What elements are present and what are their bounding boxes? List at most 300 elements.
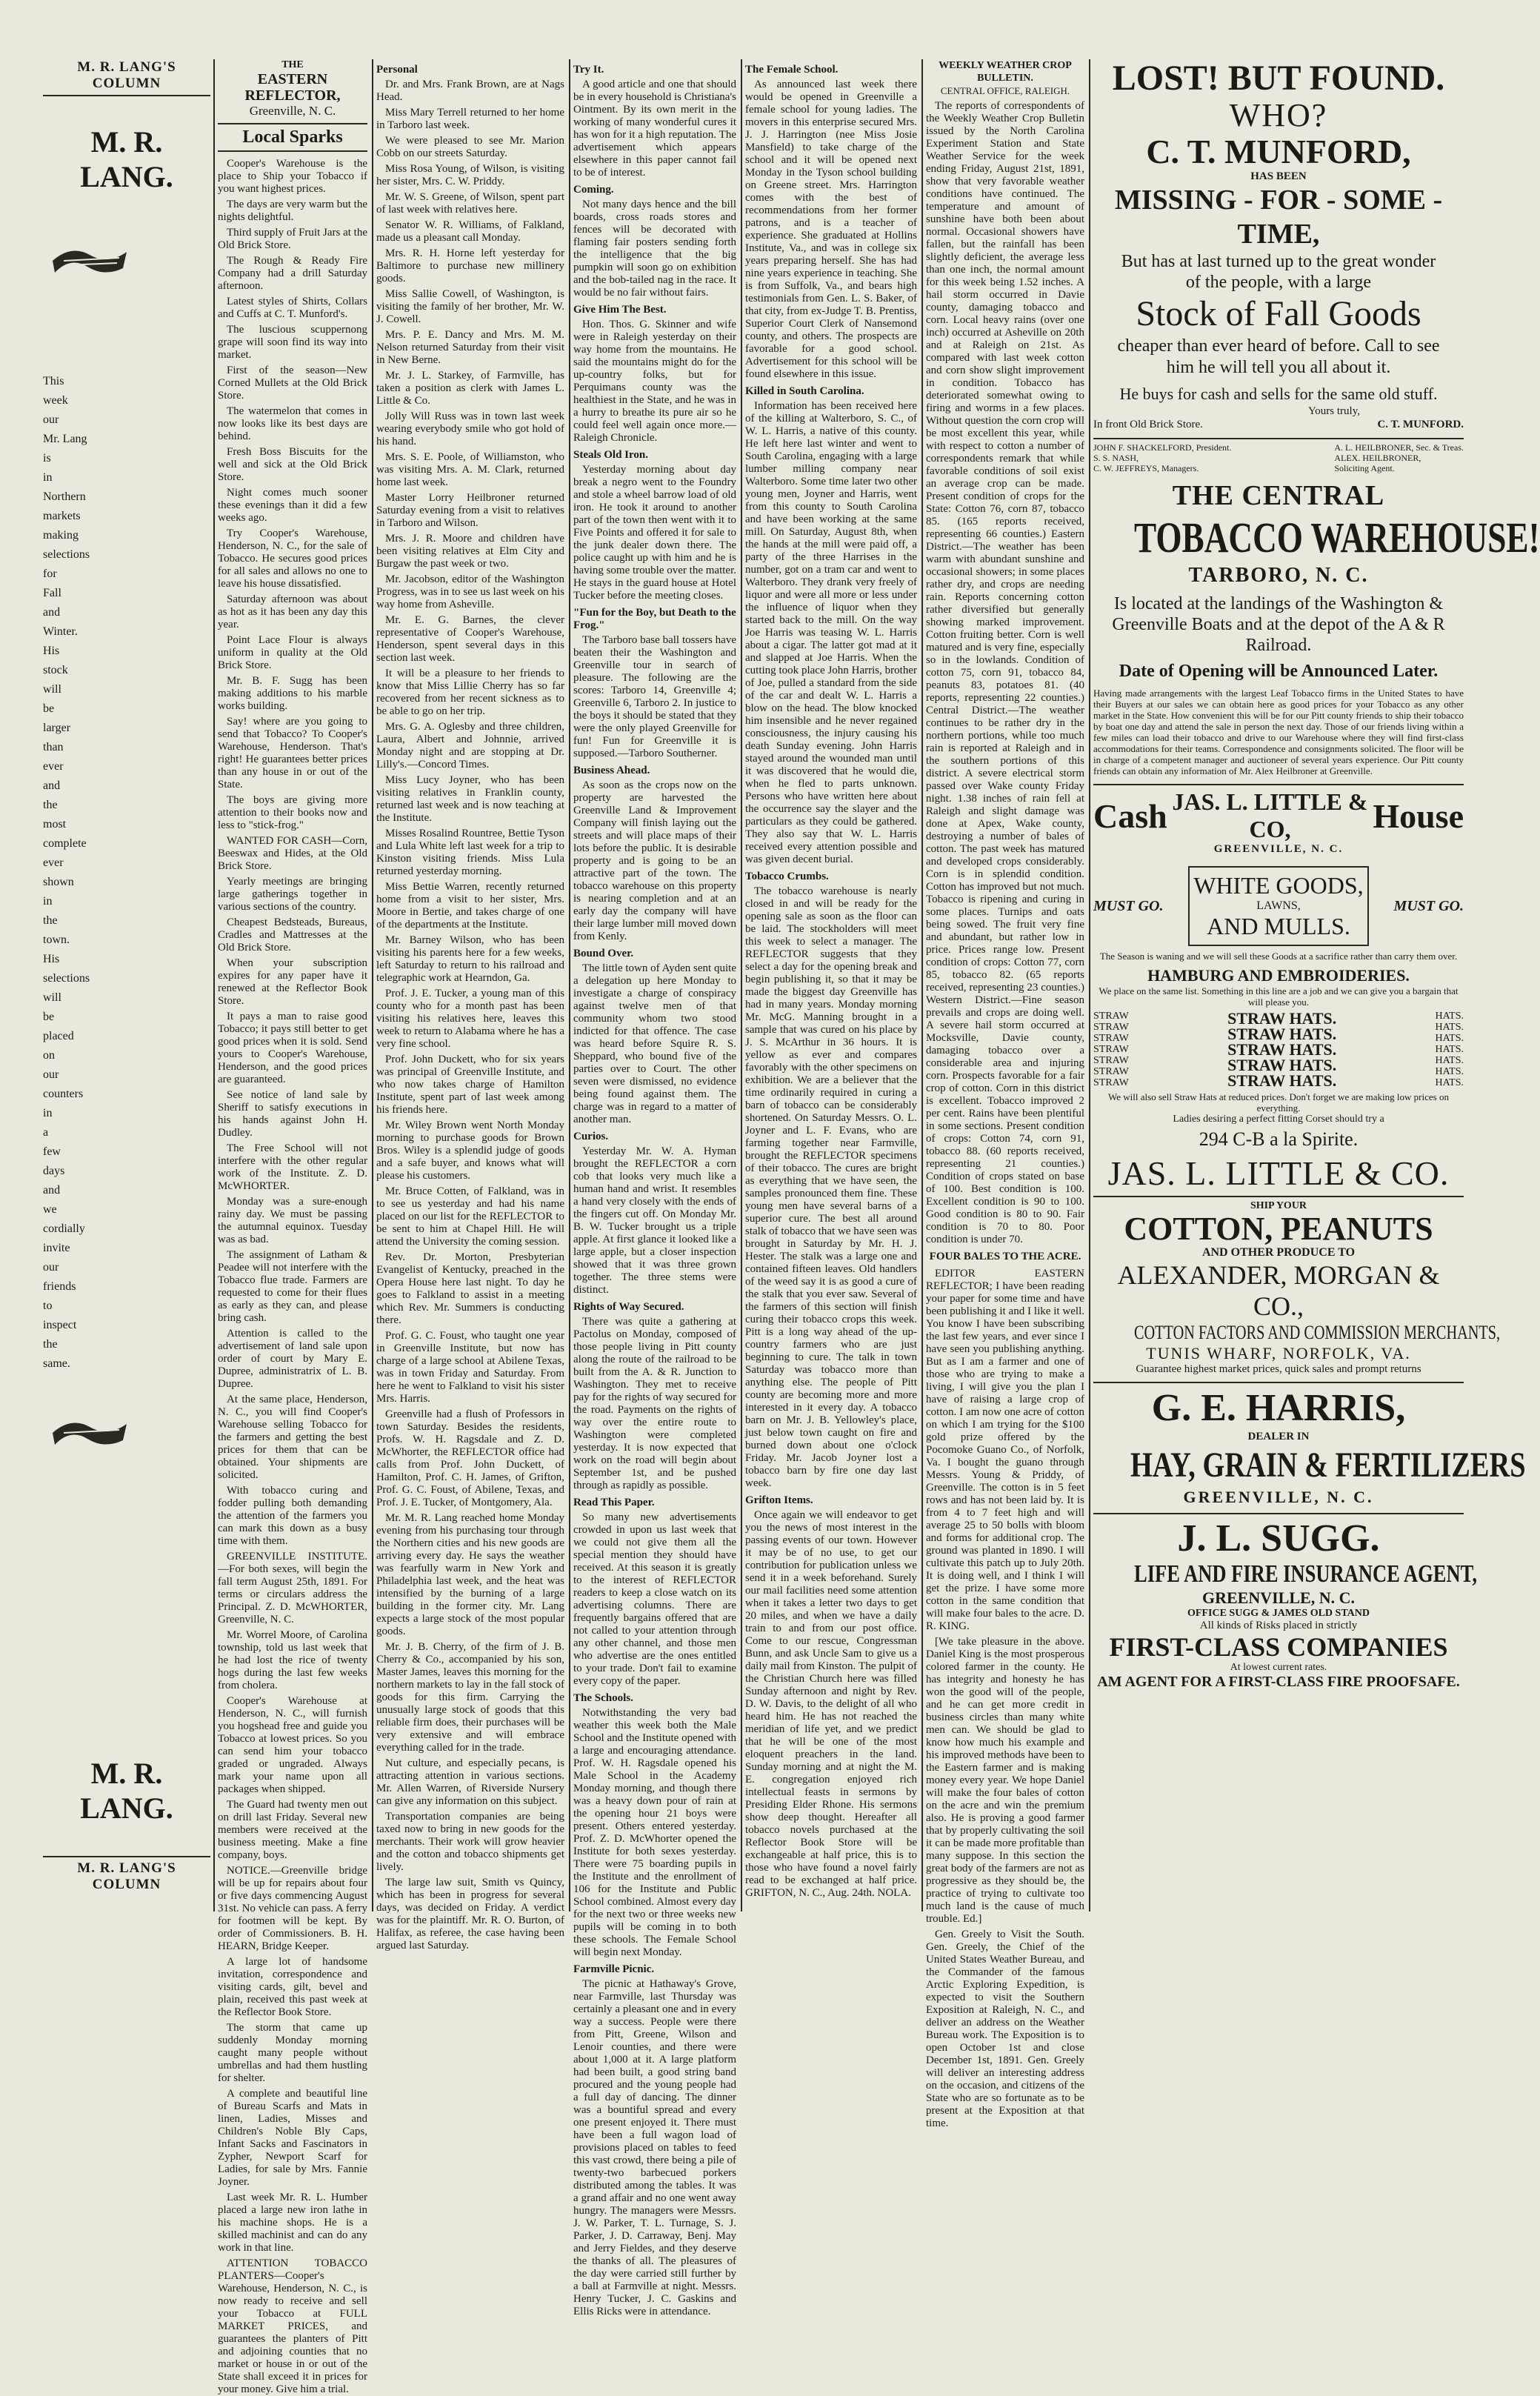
hats-word: HATS. [1435, 1033, 1464, 1044]
hamburg-line: We place on the same list. Something in this line are a job and we can give you a bargain that will please you. [1099, 985, 1459, 1008]
straw-word: STRAW [1093, 1011, 1129, 1022]
personal-item: Senator W. R. Williams, of Falkland, made us a pleasant call Monday. [376, 219, 564, 244]
local-spark-item: Yearly meetings are bringing large gatherings together in various sections of the country. [218, 876, 367, 913]
officer-line: ALEX. HEILBRONER, [1334, 453, 1421, 463]
personal-item: Prof. J. E. Tucker, a young man of this county who for a month past has been visiting his relatives here, leaves this week to return to Alabama where he has a very fine school. [376, 988, 564, 1050]
personal-item: It will be a pleasure to her friends to know that Miss Lillie Cherry has so far recovered from her recent sickness as to be able to go on her trip. [376, 668, 564, 717]
straw-mid [1227, 1011, 1336, 1088]
article-heading: Business Ahead. [573, 765, 650, 776]
spirite-line: 294 C-B a la Spirite. [1199, 1128, 1359, 1150]
little-name-bottom: JAS. L. LITTLE & CO. [1107, 1154, 1450, 1192]
harris-place: GREENVILLE, N. C. [1183, 1488, 1374, 1506]
personal-item: Miss Rosa Young, of Wilson, is visiting her sister, Mrs. C. W. Priddy. [376, 163, 564, 187]
news-article [745, 871, 917, 1490]
corset-line: Ladies desiring a perfect fitting Corset should try a [1173, 1114, 1384, 1125]
hats-word: HATS. [1435, 1011, 1464, 1022]
straw-hats: STRAW HATS. [1227, 1009, 1337, 1028]
article-body: Information has been received here of the killing at Walterboro, S. C., of W. L. Harris, a native of this county. He left here last winter and went to South Carolina, engaging with a large lumber milling company near Walterboro. Some time later two other young men, Joyner and Harris, went from this county to South Carolina and have been working at the same mill. On Saturday, August 8th, when the hands at the mill were paid off, a party of the three Harrises in the number, got on a tram car and went to Walterboro. They drank very freely of liquor and were all more or less under the influence of liquor when they started back to the mill. On the way Joe Harris was teasing W. L. Harris about a cigar. The latter got mad at it and slapped at Joe Harris. When the cutting took place John Harris, brother of Joe, pulled a standard from the side of the car and dealt W. L. Harris a blow on the head. The blow knocked him insensible and he never regained consciousness, the injury causing his death Sunday evening. John Harris stayed around the wounded man until it was discovered that he would die, when he fled to parts unknown. Persons who have written here about the occurrence say the slayer and the particulars as they could be gathered. They also say that W. L. Harris received every attention possible and was given decent burial. [745, 400, 917, 865]
news-article [573, 607, 736, 760]
lang-name-top: M. R. LANG. [80, 125, 173, 193]
article-body: The tobacco warehouse is nearly closed in and will be ready for the opening sale as soon as the floor can be laid. The stockholders will meet this week to select a manager. The REFLECTOR suggests that they select a day for the opening break and begin publishing it, so that it may be made the biggest day Greenville has had in many years. Monday morning Mr. McG. Manning brought in a sample that was cured on his place by J. S. McArthur in 36 hours. It is yellow as ever and compares favorably with the other specimens on exhibition. We are a believer that the time ordinarily required in curing a barn of tobacco can be considerably shortened. On Saturday Messrs. O. L. Joyner and L. F. Evans, who are farming together near Farmville, brought the REFLECTOR specimens of their tobacco. The cures are bright as everything that we have seen, the samples pronounced them fine. These young men have several barns of a superior cure. The best all around stalk of tobacco that we have seen was brought in Saturday by Mr. H. J. Hester. The stalk was a large one and contained fifteen leaves. Old handlers of the weed say it is as good a cure of the stalk that you ever saw. Several of the farmers of this section will finish curing their tobacco crops this week. Pitt is a long way ahead of the up-country farmers who are just beginning to cure. The talk in town Saturday was tobacco more than anything else. The people of Pitt county are becoming more and more interested in it every day. A tobacco barn on Mr. J. B. Yellowley's place, just below town caught on fire and burned down about one o'clock Friday. Mr. Jacob Joyner lost a tobacco barn by fire one day last week. [745, 885, 917, 1489]
harris-name: G. E. HARRIS, [1151, 1387, 1406, 1429]
officer-line: JOHN F. SHACKELFORD, President. [1093, 442, 1232, 453]
personal-item: Prof. G. C. Foust, who taught one year in Greenville Institute, but now has charge of a large school at Abilene Texas, was in town Friday and Saturday. From here he went to Falkland to visit his sister Mrs. Harris. [376, 1330, 564, 1405]
white-goods-box [1188, 866, 1369, 946]
alexander-name: ALEXANDER, MORGAN & CO., [1117, 1260, 1440, 1321]
notice-line: be [43, 702, 55, 715]
notice-line: ever [43, 856, 64, 869]
local-spark-item: The storm that came up suddenly Monday morning caught many people without umbrellas and had them hustling for shelter. [218, 2022, 367, 2084]
king-letter: EDITOR EASTERN REFLECTOR; I have been reading your paper for some time and have been publishing it and I like it well. You know I have been subscribing the last few years, and ever since I have seen you publishing anything. But as I am a farmer and one of those who are trying to make a living, I will give you the plan I have of raising a large crop of cotton. I am now one acre of cotton on which I am trying for the $100 gold prize offered by the Pocomoke Guano Co., of Norfolk, Va. I bought the guano through Messrs. Young & Priddy, of Greenville. The cotton is in 5 feet rows and has not been laid by. It is from 4 to 7 feet high and will average 25 to 50 bolls with bloom and forms for additional crop. The ground was planted in 1890. I will cultivate this patch up to July 20th. It is doing well, and I think I will get the prize. I have some more cotton in the same condition that will make four bales to the acre. D. R. KING. [926, 1268, 1084, 1632]
sugg-kinds: All kinds of Risks placed in strictly [1199, 1620, 1358, 1631]
lang-column [43, 59, 210, 1904]
personal-item: Jolly Will Russ was in town last week wearing everybody smile who got hold of his hand. [376, 410, 564, 447]
notice-line: stock [43, 664, 68, 676]
little-place: GREENVILLE, N. C. [1213, 843, 1344, 855]
officers [1093, 442, 1464, 473]
column-rule [1089, 59, 1090, 1911]
notice-line: than [43, 741, 64, 753]
who-headline: WHO? [1229, 97, 1328, 133]
column-rule [569, 59, 570, 1911]
personal-item: Misses Rosalind Rountree, Bettie Tyson and Lula White left last week for a trip to Kinston visiting friends. Miss Lula returned yesterday morning. [376, 828, 564, 877]
article-heading: The Schools. [573, 1692, 633, 1704]
news-article [573, 1497, 736, 1688]
ship-your: SHIP YOUR [1250, 1200, 1307, 1211]
notice-line: friends [43, 1280, 76, 1293]
news-article [573, 1963, 736, 2318]
warehouse-opening: Date of Opening will be Announced Later. [1119, 662, 1439, 681]
notice-line: in [43, 895, 53, 908]
personal-item: Mr. Barney Wilson, who has been visiting his parents here for a few weeks, left Saturday to return to his railroad and telegraphic work at Hearndon, Ga. [376, 934, 564, 984]
straw-hats: STRAW HATS. [1227, 1056, 1337, 1074]
article-heading: Coming. [573, 184, 614, 196]
lost-found-headline: LOST! BUT FOUND. [1112, 59, 1445, 98]
news-column-5 [745, 59, 917, 1911]
local-spark-item: When your subscription expires for any paper have it renewed at the Reflector Book Store. [218, 957, 367, 1007]
straw-word: STRAW [1093, 1055, 1129, 1066]
notice-line: a [43, 1126, 49, 1139]
local-spark-item: Fresh Boss Biscuits for the well and sick at the Old Brick Store. [218, 446, 367, 483]
local-spark-item: Point Lace Flour is always uniform in quality at the Old Brick Store. [218, 634, 367, 671]
notice-line: same. [43, 1357, 70, 1370]
sugg-first-class: FIRST-CLASS COMPANIES [1109, 1632, 1448, 1662]
local-spark-item: A complete and beautiful line of Bureau Scarfs and Mats in linen, Ladies, Misses and Children's Noble Bly Caps, Infant Sacks and Fascinators in Zypher, Newport Scarf for Ladies, for sale by Mrs. Fannie Joyner. [218, 2088, 367, 2188]
officers-right [1334, 442, 1464, 473]
local-spark-item: The Free School will not interfere with the other regular work of the Institute. Z. D. McWHORTER. [218, 1142, 367, 1192]
straw-word: STRAW [1093, 1077, 1129, 1088]
white-goods: WHITE GOODS, [1193, 872, 1364, 899]
notice-line: ever [43, 760, 64, 773]
notice-line: invite [43, 1242, 70, 1254]
personal-item: Mr. W. S. Greene, of Wilson, spent part of last week with relatives here. [376, 191, 564, 216]
mulls: AND MULLS. [1207, 913, 1350, 939]
article-heading: Tobacco Crumbs. [745, 871, 829, 882]
notice-line: our [43, 1261, 59, 1274]
warehouse-place: TARBORO, N. C. [1188, 564, 1369, 587]
must-go-left: MUST GO. [1093, 897, 1164, 914]
local-spark-item: Cooper's Warehouse is the place to Ship your Tobacco if you want highest prices. [218, 158, 367, 195]
munford-signature: C. T. MUNFORD. [1377, 419, 1464, 430]
masthead-title: EASTERN REFLECTOR, [244, 71, 341, 104]
notice-line: and [43, 1184, 61, 1197]
straw-word: STRAW [1093, 1033, 1129, 1044]
other-produce: AND OTHER PRODUCE TO [1201, 1246, 1356, 1259]
notice-line: will [43, 683, 61, 696]
officer-line: C. W. JEFFREYS, Managers. [1093, 463, 1199, 473]
local-spark-item: With tobacco curing and fodder pulling both demanding the attention of the farmers you can mark this down as a busy time with them. [218, 1485, 367, 1547]
local-spark-item: Cheapest Bedsteads, Bureaus, Cradles and Mattresses at the Old Brick Store. [218, 916, 367, 954]
little-season: The Season is waning and we will sell these Goods at a sacrifice rather than carry them over. [1099, 951, 1458, 962]
notice-line: in [43, 1107, 53, 1119]
straw-hats: STRAW HATS. [1227, 1040, 1337, 1059]
notice-line: in [43, 471, 53, 484]
ad-line: But has at last turned up to the great wonder [1121, 252, 1436, 271]
personal-column [376, 59, 564, 1951]
munford-ad [1093, 59, 1464, 432]
personal-item: We were pleased to see Mr. Marion Cobb on our streets Saturday. [376, 135, 564, 159]
news-article [573, 948, 736, 1126]
hats-word: HATS. [1435, 1055, 1464, 1066]
officer-line: S. S. NASH, [1093, 453, 1139, 463]
local-spark-item: GREENVILLE INSTITUTE.—For both sexes, will begin the fall term August 25th, 1891. For terms or circulars address the Principal. Z. D. McWHORTER, Greenville, N. C. [218, 1551, 367, 1625]
local-spark-item: Third supply of Fruit Jars at the Old Brick Store. [218, 227, 367, 251]
masthead-the: THE [281, 59, 304, 70]
lang-name-bottom: M. R. LANG. [80, 1757, 173, 1825]
personal-item: Mr. Bruce Cotten, of Falkland, was in to see us yesterday and had his name placed on our list for the REFLECTOR to be sent to him at Chapel Hill. He will attend the University the coming session. [376, 1185, 564, 1248]
harris-dealer: DEALER IN [1247, 1431, 1310, 1442]
article-body: The little town of Ayden sent quite a delegation up here Monday to investigate a charge of conspiracy against twelve men of that community whom two stood indicted for that offence. The case was heard before Squire R. S. Sheppard, who bound five of the parties over to Court. The other seven were dismissed, no evidence being found against them. The charge was in regard to a matter of another man. [573, 962, 736, 1125]
notice-line: is [43, 452, 51, 465]
notice-line: to [43, 1300, 53, 1312]
personal-item: Mrs. J. R. Moore and children have been visiting relatives at Elm City and Burgaw the past week or two. [376, 533, 564, 570]
article-heading: The Female School. [745, 64, 839, 76]
personal-item: Miss Bettie Warren, recently returned home from a visit to her sister, Mrs. Moore in Bertie, and takes charge of one of the departments at the Institute. [376, 881, 564, 931]
notice-line: for [43, 568, 57, 580]
article-body: A good article and one that should be in every household is Christiana's Ointment. By its own merit in the working of many wonderful cures it has won for it a high reputation. The advertisement which appears elsewhere in this paper cannot fail to be of interest. [573, 79, 736, 179]
personal-heading: Personal [376, 64, 418, 76]
news-article [745, 1494, 917, 1900]
flag-icon [49, 1411, 130, 1455]
article-heading: Rights of Way Secured. [573, 1301, 684, 1313]
section-title: Local Sparks [218, 123, 367, 152]
local-spark-item: Night comes much sooner these evenings than it did a few weeks ago. [218, 487, 367, 524]
hats-word: HATS. [1435, 1077, 1464, 1088]
reduced-line: We will also sell Straw Hats at reduced prices. Don't forget we are making low prices on everything. [1108, 1091, 1449, 1114]
news-items-5 [745, 64, 917, 1900]
personal-item: Nut culture, and especially pecans, is attracting attention in various sections. Mr. Allen Warren, of Riverside Nursery can give any information on this subject. [376, 1757, 564, 1807]
central-warehouse-ad [1093, 438, 1540, 779]
crop-heading: WEEKLY WEATHER CROP BULLETIN. [939, 60, 1072, 84]
local-spark-item: Last week Mr. R. L. Humber placed a large new iron lathe in his machine shops. He is a skilled machinist and can do any work in that line. [218, 2192, 367, 2254]
notice-line: Winter. [43, 625, 78, 638]
local-spark-item: Mr. B. F. Sugg has been making additions to his marble works building. [218, 675, 367, 712]
notice-line: most [43, 818, 67, 831]
straw-left [1093, 1011, 1129, 1088]
lang-notice [43, 372, 110, 1374]
article-heading: Give Him The Best. [573, 304, 667, 316]
crop-text: The reports of correspondents of the Weekly Weather Crop Bulletin issued by the North Carolina Experiment Station and State Weather Service for the week ending Friday, August 21st, 1891, show that very favorable weather conditions have continued. The temperature and amount of sunshine have both been about normal. Occasional showers have fallen, but the rainfall has been slightly deficient, the average less than one inch, the normal amount for this week being 1.52 inches. A hail storm occurred in Davie county, damaging tobacco and corn. Local heavy rains (over one inch) occurred at Asheville on 20th and at Raleigh on 21st. As compared with last week cotton and corn show slight improvement in condition. Tobacco has deteriorated somewhat owing to firing and worms in a few places. Without question the corn crop will be most excellent this year, while with respect to cotton a number of correspondents remark that while favorable conditions of soil exist an average crop can be made. Present condition of crops for the State: Cotton 76, corn 87, tobacco 85. (165 reports received, representing 66 counties.) Eastern District.—The weather has been warm with abundant sunshine and occasional showers; in some places rather dry, and crops are needing rain. Reports concerning cotton rather diversified but generally showing marked improvement. Cotton fruiting better. Corn is well matured and is very fine, especially so in the lowlands. Condition of cotton 75, corn 91, tobacco 84, peanuts 83, potatoes 81. (40 reports, representing 22 counties.) Central District.—The weather continues to be rather dry in the northern portions, while too much rain is reported at Raleigh and in the southern portions of this district. A severe electrical storm passed over Wake county Friday night. 1.38 inches of rain fell at Raleigh and slight damage was done at Apex, Wake county, destroying a number of bales of cotton. The past week has matured and developed crops considerably. Corn is in splendid condition. Cotton has improved but not much. Tobacco is ripening and curing in some places. Turnips and oats being sowed. The fruit very fine and abundant, but rather low in price. Prices range low. Present condition of crops: Cotton 77, corn 85, tobacco 82. (65 reports received, representing 23 counties.) Western District.—Fine season prevails and crops are doing well. A severe hail storm occurred at Mocksville, Davie county, damaging tobacco over a considerable area and injuring corn. Prospects favorable for a fair crop of cotton. Corn in this district is excellent. Tobacco improved 2 per cent. Rains have been plentiful in some sections. Present condition of crops: Cotton 74, corn 91, tobacco 88. (60 reports received, representing 21 counties.) Condition of crops stated on base of 100. Best condition is 100. Excellent condition is 90 to 100. Good condition is 80 to 90. Fair condition is 70 to 80. Poor condition is under 70. [926, 100, 1084, 1245]
news-article [573, 1301, 736, 1492]
little-cash: Cash [1093, 796, 1167, 835]
greely-item: Gen. Greely to Visit the South. Gen. Greely, the Chief of the United States Weather Bureau, and the Commander of the famous Arctic Exploring Expedition, is expected to visit the Southern Exposition at Raleigh, N. C., and deliver an address on the Weather Bureau work. The Exposition is to open October 1st and close December 1st, 1891. Gen. Greely will deliver an interesting address on the occasion, and citizens of the State who are so fortunate as to be present at the Exposition at that time. [926, 1929, 1084, 2129]
sugg-name: J. L. SUGG. [1177, 1517, 1380, 1560]
news-items-4 [573, 64, 736, 2318]
article-body: Hon. Thos. G. Skinner and wife were in Raleigh yesterday on their way home from the mountains. He said the mountains might do for the up-country folks, but for Perquimans county was the healthiest in the State, and he was in a hurry to breathe its pure air so he could feel well again once more.—Raleigh Chronicle. [573, 319, 736, 444]
ads-column [1093, 59, 1540, 1911]
news-article [745, 385, 917, 866]
ad-line: of the people, with a large [1185, 273, 1372, 292]
notice-line: selections [43, 972, 90, 985]
article-heading: Curios. [573, 1131, 609, 1142]
central-the: THE CENTRAL [1172, 480, 1385, 511]
news-article [573, 184, 736, 299]
local-spark-item: Mr. Worrel Moore, of Carolina township, told us last week that he had lost the rice of twenty hogs during the last few weeks from cholera. [218, 1629, 367, 1691]
munford-location: In front Old Brick Store. [1093, 419, 1203, 430]
notice-line: complete [43, 837, 87, 850]
article-body: Yesterday morning about day break a negro went to the Foundry and stole a wheel barrow load of old iron. He took it around to another part of the town then went with it to Five Points and offered it for sale to the junk dealer down there. The police caught up with him and he is having some trouble over the matter. He stays in the guard house at Hotel Tucker before the meeting closes. [573, 464, 736, 602]
article-body: Not many days hence and the bill boards, cross roads stores and fences will be decorated with flaming fair posters sending forth the intelligence that the big pumpkin will soon go on exhibition and the bob-tailed nag in the race. It would be no fair without fairs. [573, 199, 736, 299]
news-article [573, 765, 736, 943]
crop-subhead: CENTRAL OFFICE, RALEIGH. [940, 85, 1070, 96]
personal-item: Mr. J. B. Cherry, of the firm of J. B. Cherry & Co., accompanied by his son, Master James, leaves this morning for the northern markets to lay in the fall stock of goods for this firm. Carrying the unusually large stock of goods that this reliable firm does, their purchases will be very extensive and will embrace everything called for in the trade. [376, 1641, 564, 1754]
article-heading: Grifton Items. [745, 1494, 813, 1506]
alexander-wharf: TUNIS WHARF, NORFOLK, VA. [1146, 1344, 1411, 1362]
notice-line: cordially [43, 1222, 85, 1235]
warehouse-title: TOBACCO WAREHOUSE! [1134, 513, 1540, 562]
notice-line: placed [43, 1030, 74, 1042]
article-heading: Steals Old Iron. [573, 449, 648, 461]
local-spark-item: First of the season—New Corned Mullets at the Old Brick Store. [218, 365, 367, 402]
local-spark-item: A large lot of handsome invitation, correspondence and visiting cards, gilt, bevel and plain, received this past week at the Reflector Book Store. [218, 1956, 367, 2018]
personal-item: Mrs. G. A. Oglesby and three children, Laura, Albert and Johnnie, arrived Monday night and are stopping at Dr. Lilly's.—Concord Times. [376, 721, 564, 771]
alexander-ad [1093, 1196, 1501, 1379]
cotton-peanuts: COTTON, PEANUTS [1124, 1211, 1433, 1247]
personal-item: Mr. Wiley Brown went North Monday morning to purchase goods for Brown Bros. Wiley is a splendid judge of goods and a safe buyer, and knows what will please his customers. [376, 1119, 564, 1182]
news-article [573, 449, 736, 602]
notice-line: larger [43, 722, 71, 734]
column-rule [213, 59, 215, 1911]
four-bales-heading: FOUR BALES TO THE ACRE. [929, 1251, 1081, 1262]
local-spark-item: The Rough & Ready Fire Company had a drill Saturday afternoon. [218, 255, 367, 292]
article-heading: Farmville Picnic. [573, 1963, 655, 1975]
notice-line: on [43, 1049, 55, 1062]
editor-note: [We take pleasure in the above. Daniel King is the most prosperous colored farmer in the county. He has integrity and honesty he has won the good will of the people, and he can get more credit in business circles than many white men can. We should be glad to know how much his example and his improved methods have been to the Eastern farmer and is making money every year. We hope Daniel will make the four bales of cotton on the acre and win the premium also. He is proving a good farmer that by properly cultivating the soil it can be made more profitable than many suppose. In this section the great body of the farmers are not as progressive as they should be, the practice of trying to cultivate too much land is the cause of much trouble. Ed.] [926, 1636, 1084, 1925]
has-been: HAS BEEN [1250, 170, 1307, 182]
sugg-agent: AM AGENT FOR A FIRST-CLASS FIRE PROOFSAFE. [1097, 1674, 1460, 1690]
article-body: The Tarboro base ball tossers have beaten their the Washington and Greenville tour in search of pleasure. The following are the scores: Tarboro 14, Greenville 4; Greenville 6, Tarboro 2. In justice to the boys it should be stated that they were the only played Greenville for fun! Fun for Greenville it is supposed.—Tarboro Southerner. [573, 634, 736, 759]
notice-line: our [43, 1068, 59, 1081]
notice-line: His [43, 645, 60, 657]
local-spark-item: Latest styles of Shirts, Collars and Cuffs at C. T. Munford's. [218, 296, 367, 320]
column-rule [921, 59, 923, 1911]
news-article [573, 1692, 736, 1959]
alexander-factors: COTTON FACTORS AND COMMISSION MERCHANTS, [1134, 1322, 1501, 1343]
local-sparks-list [218, 158, 367, 2396]
notice-line: town. [43, 934, 70, 946]
local-spark-item: It pays a man to raise good Tobacco; it pays still better to get good prices when it is sold. Send yours to Cooper's Warehouse, Henderson, and the good prices are guaranteed. [218, 1011, 367, 1085]
personal-item: Prof. John Duckett, who for six years was principal of Greenville Institute, and who now takes charge of Hamilton Institute, spent part of last week among his friends here. [376, 1054, 564, 1116]
local-spark-item: Monday was a sure-enough rainy day. We must be passing the autumnal equinox. Tuesday was as bad. [218, 1196, 367, 1245]
sugg-place: GREENVILLE, N. C. [1202, 1588, 1355, 1607]
ad-line: him he will tell you all about it. [1166, 358, 1391, 377]
news-article [573, 304, 736, 445]
lawns: LAWNS, [1256, 899, 1301, 912]
personal-item: Mrs. R. H. Horne left yesterday for Baltimore to purchase new millinery goods. [376, 247, 564, 284]
personal-item: Mrs. P. E. Dancy and Mrs. M. M. Nelson returned Saturday from their visit in New Berne. [376, 329, 564, 366]
alexander-guarantee: Guarantee highest market prices, quick sales and prompt returns [1136, 1363, 1421, 1375]
notice-line: the [43, 799, 58, 811]
notice-line: This [43, 375, 64, 387]
personal-item: Greenville had a flush of Professors in town Saturday. Besides the residents, Profs. W. H. Ragsdale and Z. D. McWhorter, the REFLECTOR office had calls from Prof. John Duckett, of Hamilton, Prof. C. H. James, of Grifton, Prof. G. C. Foust, of Abilene, Texas, and Prof. J. E. Tucker, of Montgomery, Ala. [376, 1408, 564, 1508]
straw-word: STRAW [1093, 1066, 1129, 1077]
straw-hats-block [1093, 1011, 1464, 1088]
officer-line: A. L. HEILBRONER, Sec. & Treas. [1334, 442, 1464, 453]
crop-bulletin-column [926, 59, 1084, 2129]
personal-item: The large law suit, Smith vs Quincy, which has been in progress for several days, was decided on Friday. A verdict was for the plaintiff. Mr. R. O. Burton, of Halifax, as referee, the case having been argued last Saturday. [376, 1877, 564, 1951]
personal-item: Miss Sallie Cowell, of Washington, is visiting the family of her brother, Mr. W. J. Cowell. [376, 288, 564, 325]
personal-item: Miss Lucy Joyner, who has been visiting relatives in Franklin county, returned last week and is now teaching at the Institute. [376, 774, 564, 824]
local-spark-item: The boys are giving more attention to their books now and less to "stick-frog." [218, 794, 367, 831]
local-spark-item: Try Cooper's Warehouse, Henderson, N. C., for the sale of Tobacco. He secures good prices for all sales and allows no one to leave his house dissatisfied. [218, 528, 367, 590]
notice-line: making [43, 529, 79, 542]
personal-item: Mrs. S. E. Poole, of Williamston, who was visiting Mrs. A. M. Clark, returned home last week. [376, 451, 564, 488]
news-article [573, 1131, 736, 1297]
straw-word: STRAW [1093, 1044, 1129, 1055]
personal-item: Mr. Jacobson, editor of the Washington Progress, was in to see us last week on his way home from Asheville. [376, 573, 564, 610]
news-column-4 [573, 59, 736, 2317]
local-spark-item: NOTICE.—Greenville bridge will be up for repairs about four or five days commencing August 31st. No vehicle can pass. A ferry for footmen will be kept. By order of Commissioners. B. H. HEARN, Bridge Keeper. [218, 1865, 367, 1952]
sugg-office: OFFICE SUGG & JAMES OLD STAND [1187, 1608, 1370, 1619]
officers-left [1093, 442, 1231, 473]
local-spark-item: At the same place, Henderson, N. C., you will find Cooper's Warehouse selling Tobacco for the farmers and getting the best prices for them that can be obtained. Your shipments are solicited. [218, 1394, 367, 1481]
little-house: House [1373, 796, 1464, 835]
article-body: The picnic at Hathaway's Grove, near Farmville, last Thursday was certainly a pleasant one and in every way a success. People were there from Pitt, Greene, Wilson and Lenoir counties, and there were about 1,000 at it. A large platform had been built, a good string band procured and the young people had a full day of dancing. The dinner was a bountiful spread and every one present enjoyed it. There must have been a full wagon load of provisions placed on tables to feed this vast crowd, there being a pile of twenty-two barbecued porkers distributed among the tables. It was a grand affair and no one went away hungry. The managers were Messrs. J. W. Parker, T. L. Turnage, S. J. Parker, J. D. Carraway, Benj. May and Jerry Fieldes, and they deserve the thanks of all. The pleasures of the day were carried still further by a ball at Farmville at night. Messrs. Henry Tucker, J. C. Gaskins and Ellis Ricks were in attendance. [573, 1978, 736, 2317]
article-heading: Killed in South Carolina. [745, 385, 864, 397]
notice-line: few [43, 1145, 61, 1158]
personal-item: Master Lorry Heilbroner returned Saturday evening from a visit to relatives in Tarboro and Wilson. [376, 492, 564, 529]
personal-item: Mr. M. R. Lang reached home Monday evening from his purchasing tour through the Northern cities and his new goods are arriving every day. He says the weather was fearfully warm in New York and Philadelphia last week, and the heat was intensified by the burning of a large building in the former city. Mr. Lang expects a large stock of the most popular goods. [376, 1512, 564, 1637]
notice-line: week [43, 394, 68, 407]
straw-hats: STRAW HATS. [1227, 1025, 1337, 1043]
warehouse-fine-print: Having made arrangements with the largest Leaf Tobacco firms in the United States to have their Buyers at our sales we can obtain here as good prices for your Tobacco as any other market in the State. How convenient this will be for our Pitt county friends to ship their tobacco by boat one day and attend the sale in person the next day. Those of our friends living within a few miles can load their tobacco and drive to our Warehouse where they will find first-class accommodations for their teams. Correspondence and consignments solicited. The floor will be in charge of a competent manager and auctioneer of several years experience. Our Pitt county friends can obtain any information of Mr. Alex Heilbroner at Greenville. [1093, 688, 1464, 776]
local-sparks-column [218, 59, 367, 2395]
local-spark-item: Saturday afternoon was about as hot as it has been any day this year. [218, 593, 367, 630]
notice-line: Mr. Lang [43, 433, 87, 445]
hamburg-heading: HAMBURG AND EMBROIDERIES. [1147, 966, 1410, 985]
local-spark-item: ATTENTION TOBACCO PLANTERS—Cooper's Warehouse, Henderson, N. C., is now ready to receive and sell your Tobacco at FULL MARKET PRICES, and guarantees the planters of Pitt and adjoining counties that no market or house in or out of the State shall exceed it in prices for your money. Give him a trial. [218, 2257, 367, 2395]
personal-list [376, 79, 564, 1952]
article-heading: Try It. [573, 64, 604, 76]
column-rule [372, 59, 373, 1911]
ad-line: cheaper than ever heard of before. Call to see [1117, 336, 1440, 356]
local-spark-item: Cooper's Warehouse at Henderson, N. C., will furnish you hogshead free and guide you Tobacco at lowest prices. So you can send him your tobacco graded or ungraded. Always mark your name upon all packages when shipped. [218, 1695, 367, 1795]
personal-item: Mr. E. G. Barnes, the clever representative of Cooper's Warehouse, Henderson, spent several days in this section last week. [376, 614, 564, 664]
notice-line: days [43, 1165, 65, 1177]
notice-line: will [43, 991, 61, 1004]
notice-line: our [43, 413, 59, 426]
news-article [573, 64, 736, 179]
munford-signature-row [1093, 418, 1464, 432]
article-heading: "Fun for the Boy, but Death to the Frog." [573, 607, 736, 631]
sugg-ad [1093, 1513, 1477, 1694]
hats-word: HATS. [1435, 1044, 1464, 1055]
local-spark-item: The watermelon that comes in now looks like its best days are behind. [218, 405, 367, 442]
hats-word: HATS. [1435, 1022, 1464, 1033]
local-spark-item: WANTED FOR CASH—Corn, Beeswax and Hides, at the Old Brick Store. [218, 835, 367, 872]
article-body: There was quite a gathering at Pactolus on Monday, composed of those people living in Pitt county along the route of the railroad to be built from the A. & R. Junction to Washington. They met to receive pay for the rights of way secured for the road. Payments on the rights of way over the entire route to Washington were completed yesterday. It is now expected that work on the road will begin about September 1st, and be pushed through as rapidly as possible. [573, 1316, 736, 1491]
news-article [745, 64, 917, 381]
notice-line: we [43, 1203, 57, 1216]
ad-line: He buys for cash and sells for the same old stuff. [1119, 385, 1438, 403]
local-spark-item: The luscious scuppernong grape will soon find its way into market. [218, 324, 367, 361]
hats-right [1435, 1011, 1464, 1088]
article-body: So many new advertisements crowded in upon us last week that we could not give them all the special mention they should have received. At this season it is greatly to the interest of REFLECTOR readers to keep a close watch on its advertising columns. There are frequently bargains offered that are not called to your attention through any other channel, and those men who advertise are the ones entitled to your trade. Don't fail to examine every copy of the paper. [573, 1511, 736, 1687]
notice-line: counters [43, 1088, 84, 1100]
personal-item: Rev. Dr. Morton, Presbyterian Evangelist of Kentucky, preached in the Opera House here last night. To day he goes to Falkland to assist in a meeting which Rev. Mr. Summers is conducting there. [376, 1251, 564, 1326]
personal-item: Mr. J. L. Starkey, of Farmville, has taken a position as clerk with James L. Little & Co. [376, 370, 564, 407]
local-spark-item: Attention is called to the advertisement of land sale upon order of court by Mary E. Dupree, administratrix of L. B. Dupree. [218, 1328, 367, 1390]
local-spark-item: The assignment of Latham & Peadee will not interfere with the Tobacco flue trade. Farmers are requested to come for their flues as early as they can, and please bring cash. [218, 1249, 367, 1324]
notice-line: Northern [43, 490, 86, 503]
column-rule [741, 59, 742, 1911]
notice-line: the [43, 1338, 58, 1351]
personal-item: Miss Mary Terrell returned to her home in Tarboro last week. [376, 107, 564, 131]
local-spark-item: See notice of land sale by Sheriff to satisfy executions in his hands against John H. Dudley. [218, 1089, 367, 1139]
masthead-place: Greenville, N. C. [249, 104, 336, 118]
article-body: As announced last week there would be opened in Greenville a female school for young ladies. The movers in this enterprise secured Mrs. J. J. Harrington (nee Miss Josie Mansfield) to take charge of the school and it will be opened next Monday in the Tyson school building on Greene street. Mrs. Harrington comes with the best of recommendations from her former patrons, and is a teacher of experience. She graduated at Hollins Institute, Va., and was in college six years preparing herself. She has had nine years experience in teaching. She is from Suffolk, Va., and bears high testimonials from Gen. L. S. Baker, of that city, from ex-Judge T. B. Prentiss, Superior Court Clerk of Nansemond county, and others. The prospects are favorable for a good school. Advertisement for this school will be found elsewhere in this issue. [745, 79, 917, 380]
local-spark-item: Say! where are you going to send that Tobacco? To Cooper's Warehouse, Henderson. That's right! He guarantees better prices than any house in or out of the State. [218, 716, 367, 791]
must-go-right: MUST GO. [1393, 897, 1464, 914]
hats-word: HATS. [1435, 1066, 1464, 1077]
article-body: Notwithstanding the very bad weather this week both the Male School and the Institute opened with a large and encouraging attendance. Prof. W. H. Ragsdale opened his Male School in the Academy Monday morning, and though there was a heavy down pour of rain at the opening hour 21 boys were present. Others entered yesterday. Prof. Z. D. McWhorter opened the Institute for both sexes yesterday. There were 75 boarding pupils in the Institute and the enrollment of 106 for the Institute and Public School combined. Almost every day for the next two or three weeks new pupils will be coming in to both these schools. The Female School will begin next Monday. [573, 1707, 736, 1958]
article-body: Once again we will endeavor to get you the news of most interest in the passing events of our town. However it may be of no use, to get our contribution for publication unless we send it in a week beforehand. Surely our mail facilities need some attention when it takes a letter two days to get 20 miles, and when we have a daily train to and from our post office. Come to our rescue, Congressman Bunn, and ask Uncle Sam to give us a daily mail from Kinston. The pulpit of the Christian Church here was filled Sunday afternoon and night by Rev. D. W. Davis, to the delight of all who heard him. He has not reached the meridian of life yet, and we predict that he will be one of the most eloquent preachers in the land. Sunday morning and at night the M. E. congregation enjoyed rich intellectual feasts in sermons by Presiding Elder Rhone. His sermons show deep thought. Hereafter all tobacco novels purchased at the Reflector Book Store will be exchangeable at half price, this is to those who have found a novel fairly read to be exchanged at half price. GRIFTON, N. C., Aug. 24th. NOLA. [745, 1509, 917, 1899]
notice-line: and [43, 606, 61, 619]
missing-headline: MISSING - FOR - SOME - TIME, [1114, 184, 1443, 250]
notice-line: selections [43, 548, 90, 561]
harris-ad [1093, 1382, 1526, 1510]
officer-line: Soliciting Agent. [1334, 463, 1395, 473]
notice-line: and [43, 779, 61, 792]
notice-line: shown [43, 876, 74, 888]
notice-line: be [43, 1011, 55, 1023]
harris-hay: HAY, GRAIN & FERTILIZERS [1130, 1445, 1526, 1485]
personal-item: Transportation companies are being taxed now to bring in new goods for the merchants. Their work will grow heavier and the cotton and tobacco shipments get lively. [376, 1811, 564, 1873]
straw-hats: STRAW HATS. [1227, 1071, 1337, 1090]
local-spark-item: The days are very warm but the nights delightful. [218, 199, 367, 223]
notice-line: His [43, 953, 60, 965]
munford-name: C. T. MUNFORD, [1146, 133, 1411, 170]
article-heading: Bound Over. [573, 948, 634, 959]
article-heading: Read This Paper. [573, 1497, 655, 1508]
notice-line: Fall [43, 587, 61, 599]
warehouse-location: Is located at the landings of the Washington & Greenville Boats and at the depot of the A & R Railroad. [1112, 594, 1445, 655]
ad-line: Yours truly, [1307, 405, 1360, 417]
lang-header: M. R. LANG'S COLUMN [43, 59, 210, 96]
little-ad [1093, 784, 1464, 1196]
straw-word: STRAW [1093, 1022, 1129, 1033]
article-body: Yesterday Mr. W. A. Hyman brought the REFLECTOR a corn cob that looks very much like a human hand and wrist. It resembles a hand very closely with the ends of the fingers cut off. On Monday Mr. B. W. Tucker brought us a triple apple. At first glance it looked like a large apple, but a closer inspection showed that it was three grown together. The three stems were distinct. [573, 1145, 736, 1296]
flag-icon [49, 239, 130, 283]
notice-line: markets [43, 510, 81, 522]
lang-footer: M. R. LANG'S COLUMN [43, 1856, 210, 1893]
little-name: JAS. L. LITTLE & CO, [1172, 788, 1368, 842]
notice-line: inspect [43, 1319, 77, 1331]
personal-item: Dr. and Mrs. Frank Brown, are at Nags Head. [376, 79, 564, 103]
article-body: As soon as the crops now on the property are harvested the Greenville Land & Improvement Company will finish laying out the streets and will place maps of their lots before the public. It is desirable property and is going to be an attractive part of the town. The tobacco warehouse on this property is nearing completion and at an early day the company will have their large lumber mill moved down from Kenly. [573, 779, 736, 942]
notice-line: the [43, 914, 58, 927]
local-spark-item: The Guard had twenty men out on drill last Friday. Several new members were received at the business meeting. Make a fine company, boys. [218, 1799, 367, 1861]
